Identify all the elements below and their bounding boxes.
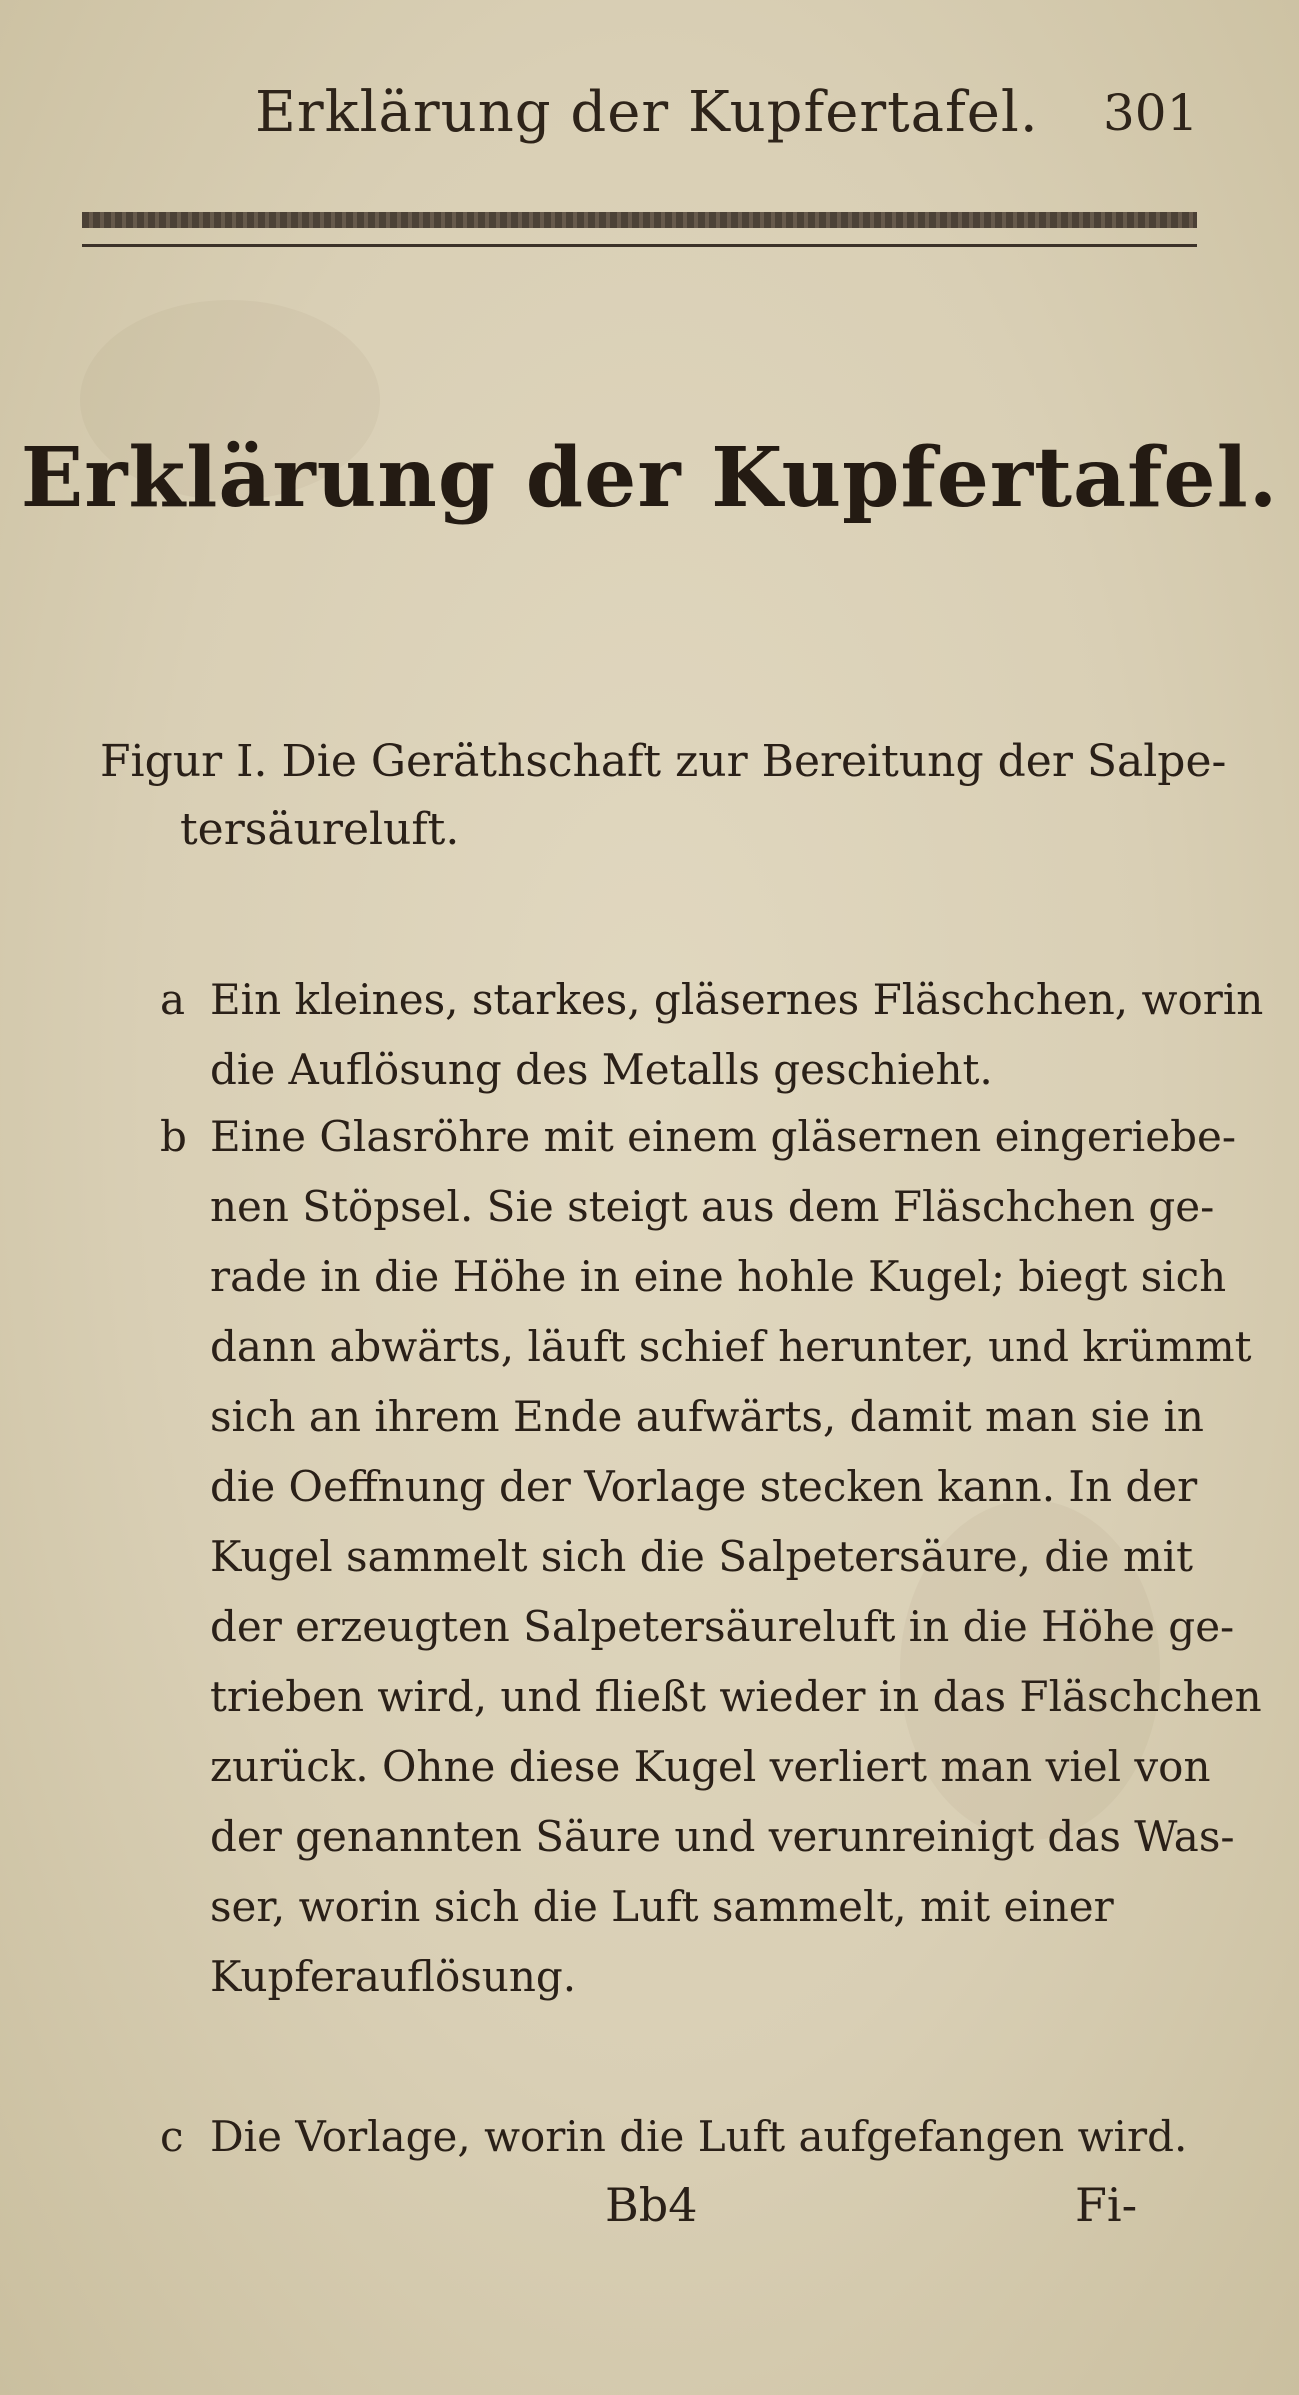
running-head bbox=[255, 80, 1199, 160]
item-line: Eine Glasröhre mit einem gläsernen eingeriebe- bbox=[210, 1112, 1237, 1161]
header-rule-thick bbox=[82, 212, 1197, 228]
item-marker: c bbox=[160, 2112, 184, 2161]
item-line: trieben wird, und fließt wieder in das Fläschchen bbox=[210, 1672, 1262, 1721]
figure-caption-line: Figur I. Die Geräthschaft zur Bereitung der Salpe- bbox=[100, 736, 1227, 787]
item-line: sich an ihrem Ende aufwärts, damit man sie in bbox=[210, 1392, 1204, 1441]
item-line: der genannten Säure und verunreinigt das Was- bbox=[210, 1812, 1235, 1861]
item-line: dann abwärts, läuft schief herunter, und krümmt bbox=[210, 1322, 1252, 1371]
signature-mark: Bb4 bbox=[605, 2178, 698, 2232]
item-line: ser, worin sich die Luft sammelt, mit einer bbox=[210, 1882, 1114, 1931]
page-number: 301 bbox=[1103, 84, 1199, 142]
item-line: der erzeugten Salpetersäureluft in die Höhe ge- bbox=[210, 1602, 1235, 1651]
figure-caption bbox=[100, 728, 1227, 864]
running-title: Erklärung der Kupfertafel. bbox=[255, 80, 1039, 145]
legend-item-c bbox=[160, 2102, 1220, 2172]
item-line: Die Vorlage, worin die Luft aufgefangen wird. bbox=[210, 2112, 1188, 2161]
item-marker: a bbox=[160, 975, 186, 1024]
header-rule-thin bbox=[82, 244, 1197, 247]
item-line: Kupferauflösung. bbox=[210, 1952, 577, 2001]
legend-item-a bbox=[160, 965, 1264, 1105]
item-line: nen Stöpsel. Sie steigt aus dem Fläschchen ge- bbox=[210, 1182, 1215, 1231]
legend-item-b bbox=[160, 1102, 1262, 2012]
item-marker: b bbox=[160, 1112, 187, 1161]
catchword: Fi- bbox=[1075, 2178, 1138, 2232]
item-line: die Oeffnung der Vorlage stecken kann. In der bbox=[210, 1462, 1198, 1511]
item-line: rade in die Höhe in eine hohle Kugel; biegt sich bbox=[210, 1252, 1227, 1301]
main-heading: Erklärung der Kupfertafel. bbox=[20, 430, 1279, 526]
figure-caption-line: tersäureluft. bbox=[180, 804, 460, 855]
item-line: zurück. Ohne diese Kugel verliert man viel von bbox=[210, 1742, 1211, 1791]
item-line: Kugel sammelt sich die Salpetersäure, die mit bbox=[210, 1532, 1193, 1581]
item-line: Ein kleines, starkes, gläsernes Fläschchen, worin bbox=[210, 975, 1264, 1024]
item-line: die Auflösung des Metalls geschieht. bbox=[210, 1045, 993, 1094]
